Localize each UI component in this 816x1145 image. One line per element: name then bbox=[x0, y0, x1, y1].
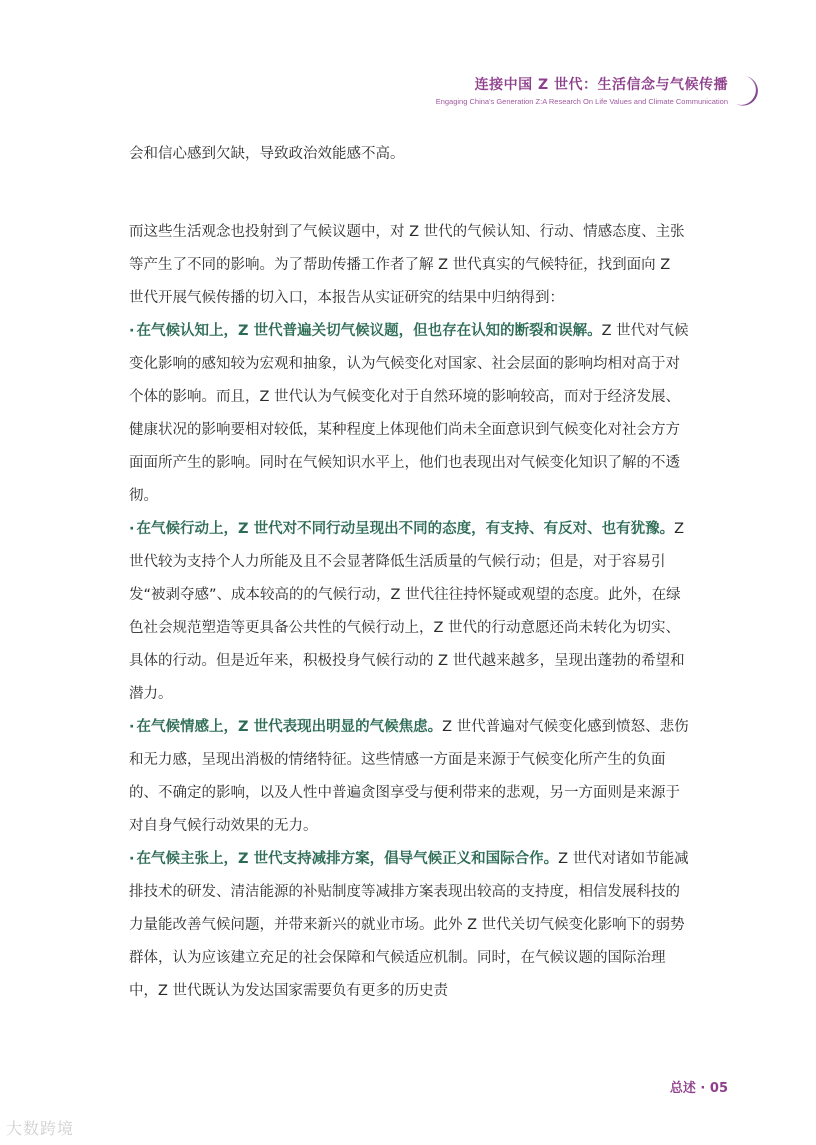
bullet-advocacy bbox=[129, 843, 689, 1008]
header-title: 连接中国 Z 世代：生活信念与气候传播 bbox=[474, 77, 728, 93]
bullet-text: Z 世代对诸如节能减排技术的研发、清洁能源的补贴制度等减排方案表现出较高的支持度，相信发展科技的力量能改善气候问题，并带来新兴的就业市场。此外 Z 世代关切气候变化影响下的弱势群体，认为应该建立充足的社会保障和气候适应机制。同时，在气候议题的国际治理中，Z 世代既认为发达国家需要负有更多的历史责 bbox=[129, 851, 689, 999]
paragraph-continued: 会和信心感到欠缺，导致政治效能感不高。 bbox=[129, 146, 405, 162]
paragraph-intro: 而这些生活观念也投射到了气候议题中，对 Z 世代的气候认知、行动、情感态度、主张等产生了不同的影响。为了帮助传播工作者了解 Z 世代真实的气候特征，找到面向 Z 世代开展气候传播的切入口，本报告从实证研究的结果中归纳得到： bbox=[129, 224, 685, 306]
watermark: 大数跨境 bbox=[6, 1119, 75, 1138]
article-body bbox=[129, 138, 689, 1008]
bullet-text: Z 世代普遍对气候变化感到愤怒、悲伤和无力感，呈现出消极的情绪特征。这些情感一方面是来源于气候变化所产生的负面的、不确定的影响，以及人性中普遍贪图享受与便利带来的悲观，另一方面则是来源于对自身气候行动效果的无力。 bbox=[129, 719, 689, 834]
bullet-emotion bbox=[129, 711, 689, 843]
bullet-text: Z 世代较为支持个人力所能及且不会显著降低生活质量的气候行动；但是，对于容易引发“被剥夺感”、成本较高的的气候行动，Z 世代往往持怀疑或观望的态度。此外，在绿色社会规范塑造等更具备公共性的气候行动上，Z 世代的行动意愿还尚未转化为切实、具体的行动。但是近年来，积极投身气候行动的 Z 世代越来越多，呈现出蓬勃的希望和潜力。 bbox=[129, 521, 685, 702]
bullet-cognition bbox=[129, 315, 689, 513]
bullet-lead: 在气候行动上，Z 世代对不同行动呈现出不同的态度，有支持、有反对、也有犹豫。 bbox=[136, 521, 675, 537]
bullet-dot-icon: · bbox=[129, 851, 135, 867]
bullet-lead: 在气候主张上，Z 世代支持减排方案，倡导气候正义和国际合作。 bbox=[136, 851, 559, 867]
header-subtitle: Engaging China's Generation Z:A Research On Life Values and Climate Communication bbox=[435, 97, 728, 106]
bullet-dot-icon: · bbox=[129, 521, 135, 537]
bullet-action bbox=[129, 513, 689, 711]
page-header bbox=[436, 76, 728, 108]
bullet-lead: 在气候认知上，Z 世代普遍关切气候议题，但也存在认知的断裂和误解。 bbox=[136, 323, 602, 339]
bullet-dot-icon: · bbox=[129, 323, 135, 339]
bullet-text: Z 世代对气候变化影响的感知较为宏观和抽象，认为气候变化对国家、社会层面的影响均相对高于对个体的影响。而且，Z 世代认为气候变化对于自然环境的影响较高，而对于经济发展、健康状况的影响要相对较低，某种程度上体现他们尚未全面意识到气候变化对社会方方面面所产生的影响。同时在气候知识水平上，他们也表现出对气候变化知识了解的不透彻。 bbox=[129, 323, 689, 504]
bullet-dot-icon: · bbox=[129, 719, 135, 735]
bullet-lead: 在气候情感上，Z 世代表现出明显的气候焦虑。 bbox=[136, 719, 443, 735]
page-number: 总述 · 05 bbox=[669, 1081, 728, 1096]
